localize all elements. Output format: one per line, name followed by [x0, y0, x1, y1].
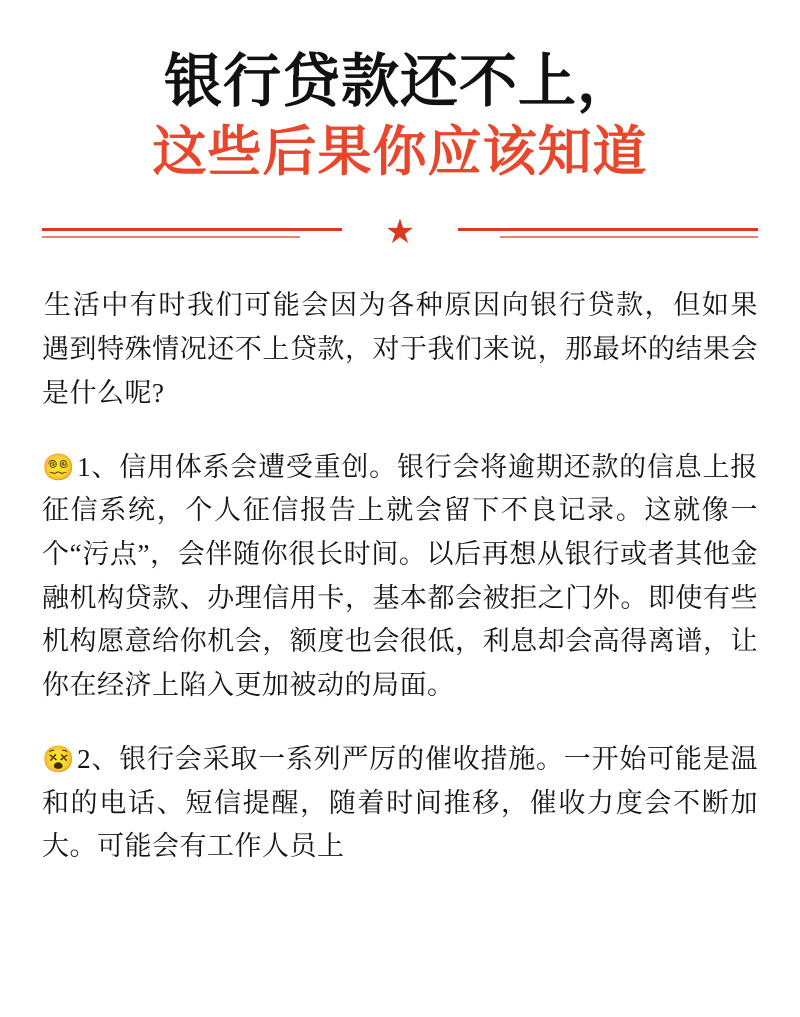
divider-rules-right	[458, 228, 758, 238]
divider-rules-left	[42, 228, 342, 238]
title-block	[42, 48, 758, 186]
page-title-line-1: 银行贷款还不上，	[163, 49, 636, 114]
star-icon: ★	[369, 216, 431, 250]
paragraph-item-2	[42, 738, 758, 869]
paragraph-text: 1、信用体系会遭受重创。银行会将逾期还款的信息上报征信系统，个人征信报告上就会留下不良记录。这就像一个“污点”，会伴随你很长时间。以后再想从银行或者其他金融机构贷款、办理信用卡，基本都会被拒之门外。即使有些机构愿意给你机会，额度也会很低，利息却会高得离谱，让你在经济上陷入更加被动的局面。	[42, 451, 759, 701]
article-body	[42, 284, 758, 869]
paragraph-text: 2、银行会采取一系列严厉的催收措施。一开始可能是温和的电话、短信提醒，随着时间推移，催收力度会不断加大。可能会有工作人员上	[42, 743, 759, 862]
dizzy-face-emoji-icon: 😵‍💫	[42, 452, 76, 482]
decorative-divider	[42, 216, 758, 250]
page-title-line-2: 这些后果你应该知道	[152, 122, 648, 183]
paragraph-intro	[42, 284, 758, 415]
knocked-out-face-emoji-icon: 😵	[42, 744, 76, 774]
paragraph-text: 生活中有时我们可能会因为各种原因向银行贷款，但如果遇到特殊情况还不上贷款，对于我们来说，那最坏的结果会是什么呢?	[42, 290, 758, 408]
divider-rule-thin	[42, 236, 300, 238]
divider-rule-thick	[42, 228, 342, 231]
paragraph-item-1	[42, 446, 758, 708]
divider-rule-thin	[500, 236, 758, 238]
divider-rule-thick	[458, 228, 758, 231]
